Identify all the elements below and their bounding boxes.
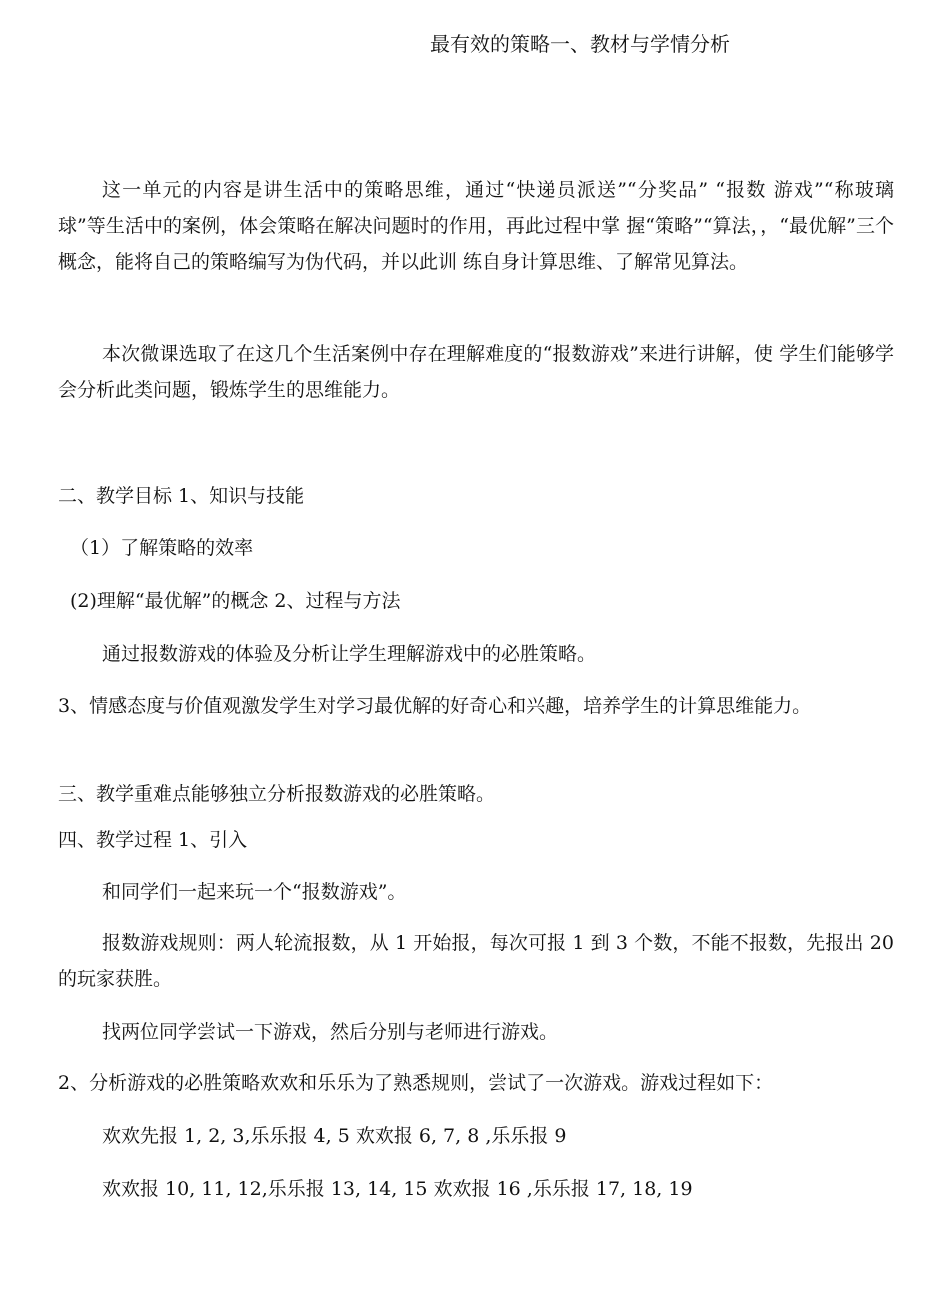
game-process-line-1: 欢欢先报 1, 2, 3,乐乐报 4, 5 欢欢报 6, 7, 8 ,乐乐报 9 bbox=[102, 1125, 567, 1147]
section-heading-key-points: 三、教学重难点能够独立分析报数游戏的必胜策略。 bbox=[58, 783, 496, 805]
goal-item-1: （1）了解策略的效率 bbox=[70, 537, 254, 559]
paragraph-emotion-values: 3、情感态度与价值观激发学生对学习最优解的好奇心和兴趣，培养学生的计算思维能力。 bbox=[58, 695, 812, 717]
goal-item-2: (2)理解“最优解”的概念 2、过程与方法 bbox=[70, 590, 401, 612]
paragraph-game-rules: 报数游戏规则：两人轮流报数，从 1 开始报，每次可报 1 到 3 个数，不能不报数，先报出 20 的玩家获胜。 bbox=[58, 932, 894, 990]
paragraph-introduction: 和同学们一起来玩一个“报数游戏”。 bbox=[102, 881, 407, 903]
paragraph-try-game: 找两位同学尝试一下游戏，然后分别与老师进行游戏。 bbox=[102, 1021, 559, 1043]
game-process-line-2: 欢欢报 10, 11, 12,乐乐报 13, 14, 15 欢欢报 16 ,乐乐报 17, 18, 19 bbox=[102, 1178, 693, 1200]
paragraph-unit-overview: 这一单元的内容是讲生活中的策略思维，通过“快递员派送”“分奖品” “报数 游戏”“称玻璃球”等生活中的案例，体会策略在解决问题时的作用，再此过程中掌 握“策略”“算法，，“最优解”三个概念，能将自己的策略编写为伪代码，并以此训 练自身计算思维、了解常见算法。 bbox=[58, 179, 894, 273]
section-heading-teaching-goals: 二、教学目标 1、知识与技能 bbox=[58, 485, 305, 507]
document-title: 最有效的策略一、教材与学情分析 bbox=[430, 32, 730, 56]
section-heading-teaching-process: 四、教学过程 1、引入 bbox=[58, 829, 248, 851]
paragraph-process-method: 通过报数游戏的体验及分析让学生理解游戏中的必胜策略。 bbox=[102, 643, 597, 665]
paragraph-strategy-analysis: 2、分析游戏的必胜策略欢欢和乐乐为了熟悉规则，尝试了一次游戏。游戏过程如下： bbox=[58, 1072, 774, 1094]
paragraph-microlesson-intro: 本次微课选取了在这几个生活案例中存在理解难度的“报数游戏”来进行讲解，使 学生们能够学会分析此类问题，锻炼学生的思维能力。 bbox=[58, 343, 894, 401]
